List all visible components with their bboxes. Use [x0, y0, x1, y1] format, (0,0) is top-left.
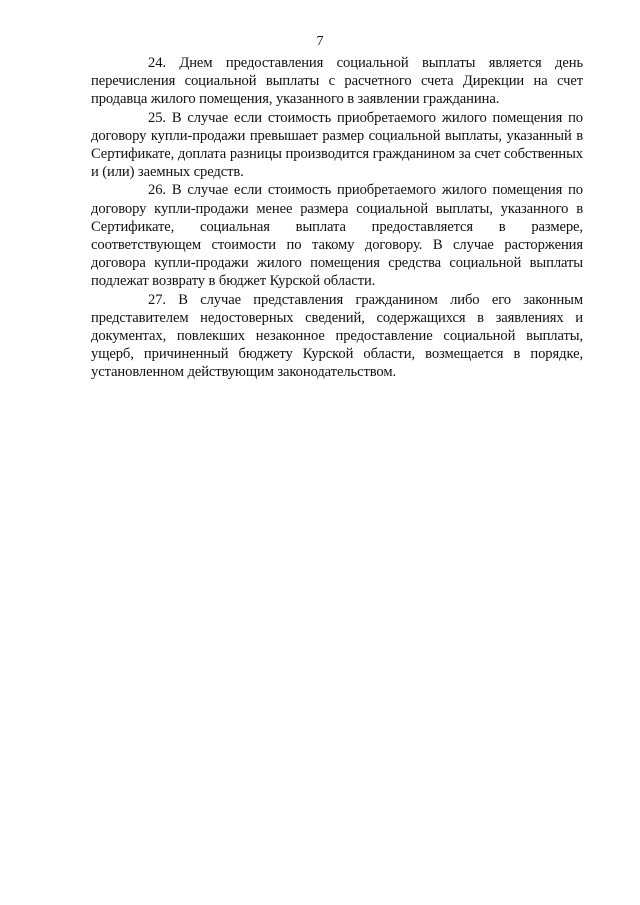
paragraph-27: 27. В случае представления гражданином либо его законным представителем недостоверных сведений, содержащихся в заявлениях и документах, повлекших незаконное предоставление социальной выплаты, ущерб, причиненный бюджету Курской области, возмещается в порядке, установленном действующим законодательством.: [91, 291, 583, 381]
paragraph-26: 26. В случае если стоимость приобретаемого жилого помещения по договору купли-продажи менее размера социальной выплаты, указанного в Сертификате, социальная выплата предоставляется в размере, соответствующем стоимости по такому договору. В случае расторжения договора купли-продажи жилого помещения средства социальной выплаты подлежат возврату в бюджет Курской области.: [91, 182, 583, 290]
paragraph-25: 25. В случае если стоимость приобретаемого жилого помещения по договору купли-продажи превышает размер социальной выплаты, указанный в Сертификате, доплата разницы производится гражданином за счет собственных и (или) заемных средств.: [91, 109, 583, 181]
document-body: [91, 54, 583, 382]
page-number: 7: [316, 34, 324, 49]
paragraph-24: 24. Днем предоставления социальной выплаты является день перечисления социальной выплаты с расчетного счета Дирекции на счет продавца жилого помещения, указанного в заявлении гражданина.: [91, 55, 583, 108]
